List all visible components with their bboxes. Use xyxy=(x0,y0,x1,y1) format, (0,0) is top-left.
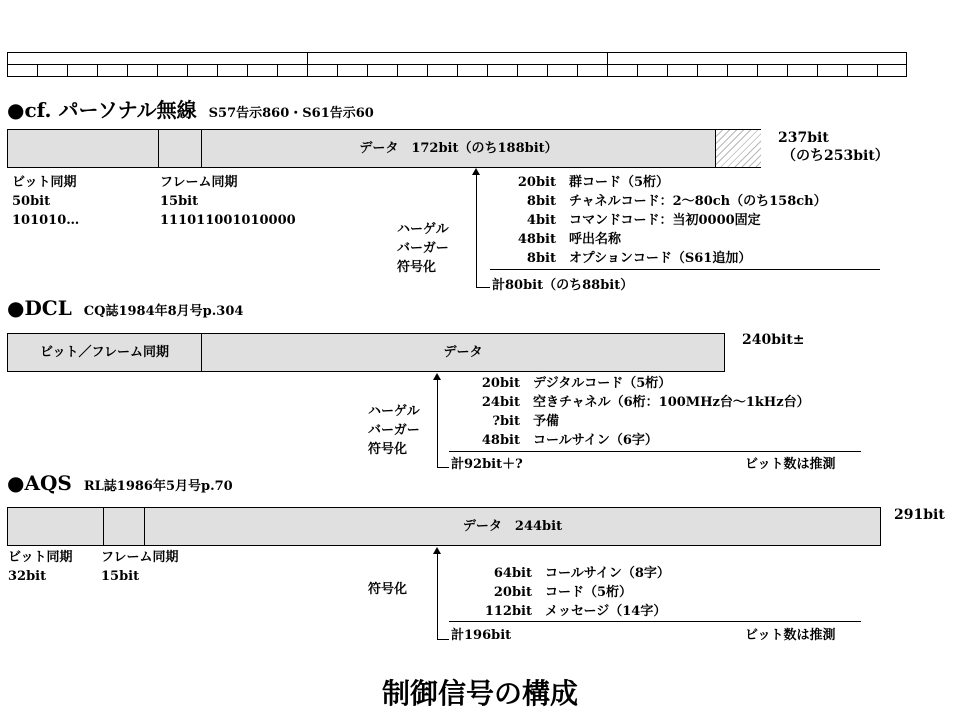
ruler-tick xyxy=(37,65,38,76)
section1-code-type xyxy=(397,220,449,277)
ruler-tick xyxy=(397,65,398,76)
ruler-tick xyxy=(607,65,608,76)
bit-sync-label: ビット同期 xyxy=(8,550,73,565)
section1-reference: S57告示860・S61告示60 xyxy=(208,106,374,121)
section3-reference: RL誌1986年5月号p.70 xyxy=(83,479,233,494)
ruler-tick xyxy=(637,65,638,76)
ruler-tick xyxy=(277,65,278,76)
field-desc: 群コード（5桁） xyxy=(569,175,670,190)
bit-sync-label: ビット同期 xyxy=(12,175,77,190)
section2-reference: CQ誌1984年8月号p.304 xyxy=(83,304,244,319)
section3-frame-sync-cell xyxy=(104,508,145,545)
ruler-tick xyxy=(817,65,818,76)
field-bits: ?bit xyxy=(492,414,520,429)
ruler-tick xyxy=(517,65,518,76)
code-type-line: ハーゲル xyxy=(397,222,449,237)
section3-total-bits: 291bit xyxy=(894,507,945,523)
section3-bit-sync-info xyxy=(8,548,72,586)
code-type-line: 符号化 xyxy=(368,582,408,597)
field-desc: 呼出名称 xyxy=(569,232,622,247)
ruler-tick xyxy=(547,65,548,76)
ruler-tick xyxy=(877,65,878,76)
section1-total-bits-later: （のち253bit） xyxy=(782,148,889,164)
section1-bracket-foot xyxy=(476,287,490,288)
ruler-tick xyxy=(127,65,128,76)
field-bits: 4bit xyxy=(526,213,556,228)
section1-bit-sync-cell xyxy=(8,130,159,167)
section3-note: ビット数は推測 xyxy=(745,628,836,643)
section1-field-list xyxy=(496,173,827,268)
ruler-tick xyxy=(97,65,98,76)
field-bits: 24bit xyxy=(481,395,520,410)
section3-data-cell xyxy=(145,508,880,545)
field-desc: コールサイン（8字） xyxy=(545,566,670,581)
section2-total-bits: 240bit± xyxy=(742,332,805,348)
ruler-tick xyxy=(787,65,788,76)
ruler-tick xyxy=(157,65,158,76)
code-type-line: 符号化 xyxy=(368,442,408,457)
code-type-line: 符号化 xyxy=(397,260,437,275)
frame-sync-label: フレーム同期 xyxy=(160,175,238,190)
section1-data-label: データ 172bit（のち188bit） xyxy=(359,141,558,156)
bit-sync-length: 50bit xyxy=(12,194,51,209)
section2-bracket-line xyxy=(437,379,438,467)
code-type-line: ハーゲル xyxy=(368,404,420,419)
section1-sum: 計80bit（のち88bit） xyxy=(492,278,634,293)
ruler-tick xyxy=(307,65,308,76)
ruler-tick xyxy=(427,65,428,76)
code-type-line: バーガー xyxy=(368,423,420,438)
frame-sync-label: フレーム同期 xyxy=(101,550,179,565)
field-bits: 20bit xyxy=(493,585,532,600)
field-desc: デジタルコード（5桁） xyxy=(533,376,672,391)
ruler-tick xyxy=(457,65,458,76)
bit-sync-pattern: 101010… xyxy=(12,213,80,228)
ruler-tick xyxy=(67,65,68,76)
field-desc: 予備 xyxy=(533,414,560,429)
section1-sum-rule xyxy=(490,269,880,270)
code-type-line: バーガー xyxy=(397,241,449,256)
field-bits: 64bit xyxy=(493,566,532,581)
section3-sum-rule xyxy=(449,621,861,622)
ruler-tick xyxy=(487,65,488,76)
ruler-tick xyxy=(847,65,848,76)
frame-sync-length: 15bit xyxy=(160,194,199,209)
section3-sum: 計196bit xyxy=(451,628,512,643)
field-desc: 空きチャネル（6桁：100MHz台～1kHz台） xyxy=(533,395,810,410)
ruler-tick xyxy=(667,65,668,76)
section1-heading-line xyxy=(7,94,374,123)
section3-heading: ●AQS xyxy=(7,471,72,495)
field-desc: オプションコード（S61追加） xyxy=(569,251,752,266)
section2-data-cell xyxy=(202,334,724,371)
field-bits: 8bit xyxy=(526,251,556,266)
field-bits: 48bit xyxy=(517,232,556,247)
section1-heading: ●cf. パーソナル無線 xyxy=(7,98,197,122)
field-bits: 48bit xyxy=(481,433,520,448)
field-bits: 8bit xyxy=(526,194,556,209)
field-desc: コード（5桁） xyxy=(545,585,633,600)
section1-bracket-line xyxy=(476,174,477,287)
section2-note: ビット数は推測 xyxy=(745,457,836,472)
section1-total-bits: 237bit xyxy=(778,130,829,146)
field-desc: コマンドコード：当初0000固定 xyxy=(569,213,761,228)
ruler-row-lower xyxy=(7,64,907,77)
ruler-tick xyxy=(247,65,248,76)
section2-data-label: データ xyxy=(443,345,483,360)
field-bits: 20bit xyxy=(517,175,556,190)
field-desc: チャネルコード：2～80ch（のち158ch） xyxy=(569,194,827,209)
section2-sum-rule xyxy=(449,451,861,452)
section2-heading-line xyxy=(7,296,243,320)
ruler-tick xyxy=(187,65,188,76)
page-title: 制御信号の構成 xyxy=(381,677,578,710)
section3-bit-sync-cell xyxy=(8,508,104,545)
section2-bracket-foot xyxy=(437,467,449,468)
section2-sync-cell xyxy=(8,334,202,371)
section3-bracket-foot xyxy=(437,639,449,640)
section3-heading-line xyxy=(7,471,233,495)
ruler-tick xyxy=(727,65,728,76)
section1-data-cell xyxy=(202,130,716,167)
section3-code-type xyxy=(368,580,407,599)
ruler-tick xyxy=(577,65,578,76)
section1-bit-sync-info xyxy=(12,173,79,230)
field-desc: コールサイン（6字） xyxy=(533,433,658,448)
section3-data-label: データ 244bit xyxy=(462,519,563,534)
section2-sum: 計92bit＋? xyxy=(451,457,523,472)
section2-field-list xyxy=(464,374,810,450)
ruler-tick xyxy=(367,65,368,76)
ruler-tick xyxy=(337,65,338,76)
section2-sync-label: ビット／フレーム同期 xyxy=(40,345,169,360)
section1-frame-sync-info xyxy=(160,173,296,230)
ruler-tick xyxy=(697,65,698,76)
section2-frame-box xyxy=(7,333,725,372)
section2-code-type xyxy=(368,402,420,459)
section3-frame-sync-info xyxy=(101,548,178,586)
frame-sync-length: 15bit xyxy=(101,569,140,584)
ruler-tick xyxy=(757,65,758,76)
ruler-tick xyxy=(217,65,218,76)
section2-heading: ●DCL xyxy=(7,296,72,320)
bit-ruler xyxy=(7,52,907,78)
section3-bracket-line xyxy=(437,553,438,639)
field-bits: 112bit xyxy=(484,604,532,619)
section1-frame-sync-cell xyxy=(159,130,202,167)
section3-frame-box xyxy=(7,507,881,546)
frame-sync-pattern: 111011001010000 xyxy=(160,213,296,228)
field-bits: 20bit xyxy=(481,376,520,391)
section3-field-list xyxy=(476,564,670,621)
section1-frame-box xyxy=(7,129,761,168)
section1-extension-hatch xyxy=(716,130,761,167)
bit-sync-length: 32bit xyxy=(8,569,47,584)
field-desc: メッセージ（14字） xyxy=(545,604,667,619)
